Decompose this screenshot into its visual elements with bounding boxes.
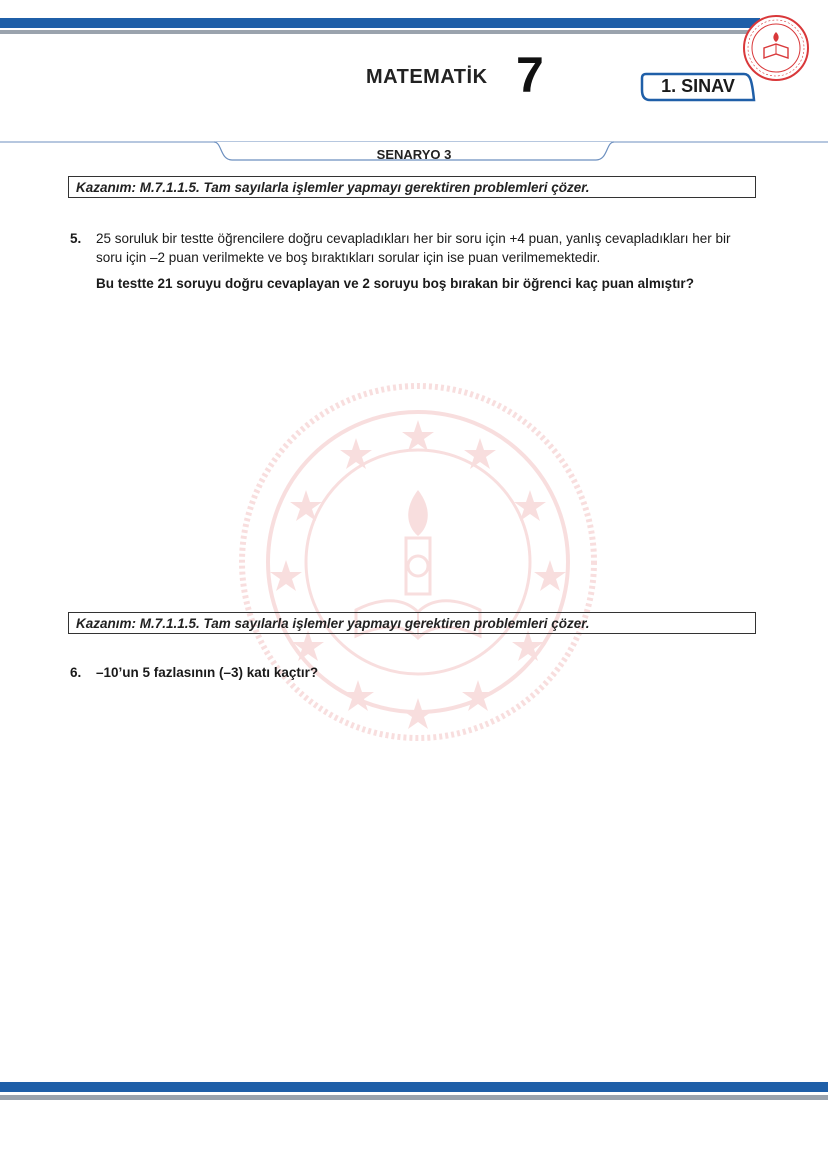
header-stripe-blue: [0, 18, 760, 28]
objective-text-6: Kazanım: M.7.1.1.5. Tam sayılarla işlemler yapmayı gerektiren problemleri çözer.: [76, 616, 590, 631]
ministry-emblem-watermark: [236, 380, 600, 744]
question-number-5: 5.: [70, 231, 82, 246]
footer-stripe-blue: [0, 1082, 828, 1092]
header-stripe-gray: [0, 30, 760, 34]
subject-title: MATEMATİK: [366, 66, 488, 88]
grade-number: 7: [516, 47, 544, 103]
scenario-title: SENARYO 3: [376, 147, 452, 162]
question-number-6: 6.: [70, 665, 82, 680]
question-text-5: 25 soruluk bir testte öğrencilere doğru cevapladıkları her bir soru için +4 puan, yanlış cevapladıkları her bir soru için –2 puan verilmekte ve boş bıraktıkları sorular için ise puan verilmemektedir.: [96, 231, 731, 265]
question-prompt-6: –10’un 5 fazlasının (–3) katı kaçtır?: [96, 665, 319, 680]
exam-label: 1. SINAV: [661, 76, 735, 96]
objective-text-5: Kazanım: M.7.1.1.5. Tam sayılarla işlemler yapmayı gerektiren problemleri çözer.: [76, 180, 590, 195]
question-prompt-5: Bu testte 21 soruyu doğru cevaplayan ve 2 soruyu boş bırakan bir öğrenci kaç puan almıştır?: [96, 276, 694, 291]
footer-stripe-gray: [0, 1095, 828, 1100]
